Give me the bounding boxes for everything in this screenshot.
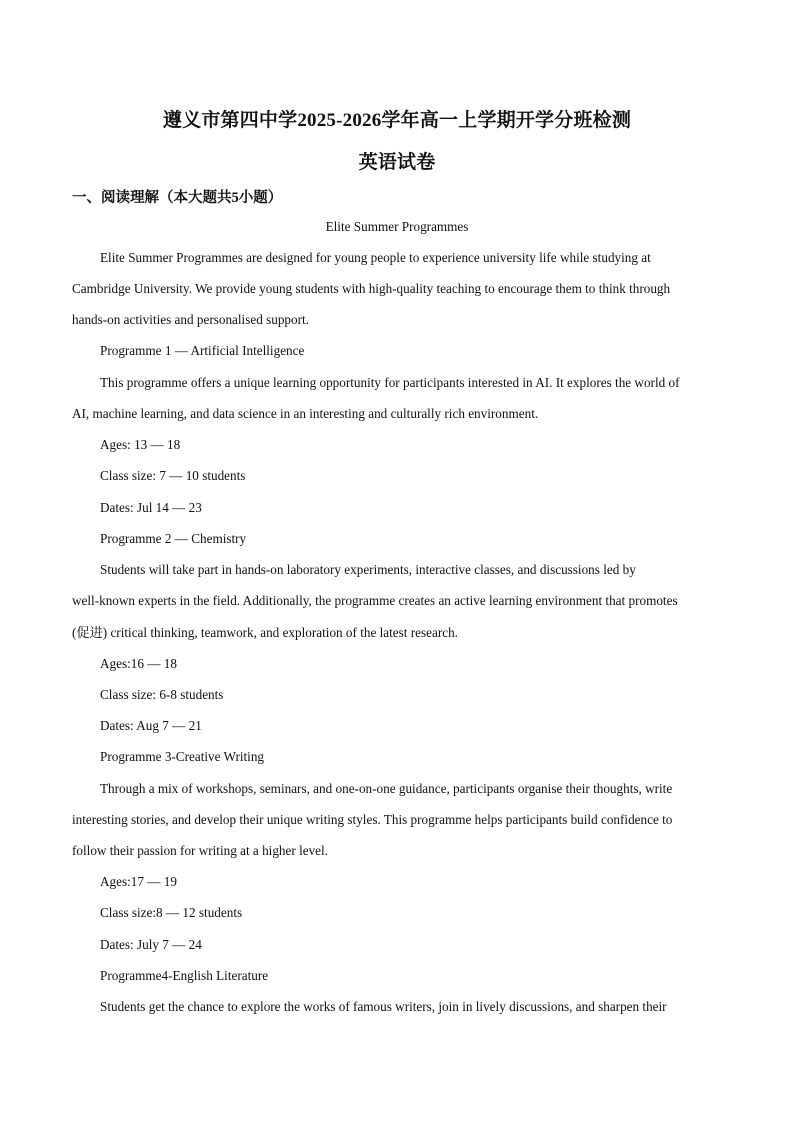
programme-2-desc-2: well-known experts in the field. Additionally, the programme creates an active learning environment that promotes — [72, 593, 678, 608]
programme-2-heading: Programme 2 — Chemistry — [100, 531, 247, 546]
programme-4-desc-1: Students get the chance to explore the works of famous writers, join in lively discussions, and sharpen their — [100, 999, 667, 1014]
programme-1-ages: Ages: 13 — 18 — [100, 437, 181, 452]
programme-1-desc-2: AI, machine learning, and data science in an interesting and culturally rich environment. — [72, 406, 539, 421]
exam-subtitle: 英语试卷 — [358, 152, 436, 173]
programme-2-dates: Dates: Aug 7 — 21 — [100, 718, 202, 733]
programme-3-desc-1: Through a mix of workshops, seminars, and one-on-one guidance, participants organise their thoughts, write — [100, 781, 673, 796]
programme-1-class-size: Class size: 7 — 10 students — [100, 468, 246, 483]
intro-line-3: hands-on activities and personalised support. — [72, 312, 309, 327]
intro-line-2: Cambridge University. We provide young students with high-quality teaching to encourage them to think through — [72, 281, 671, 296]
programme-2-class-size: Class size: 6-8 students — [100, 687, 224, 702]
exam-title: 遵义市第四中学2025-2026学年高一上学期开学分班检测 — [162, 110, 632, 131]
programme-3-heading: Programme 3-Creative Writing — [100, 749, 265, 764]
programme-1-heading: Programme 1 — Artificial Intelligence — [100, 343, 305, 358]
programme-3-dates: Dates: July 7 — 24 — [100, 937, 202, 952]
intro-line-1: Elite Summer Programmes are designed for young people to experience university life while studying at — [100, 250, 651, 265]
programme-3-class-size: Class size:8 — 12 students — [100, 905, 243, 920]
programme-2-ages: Ages:16 — 18 — [100, 656, 177, 671]
programme-4-heading: Programme4-English Literature — [100, 968, 269, 983]
programme-2-desc-3: (促进) critical thinking, teamwork, and exploration of the latest research. — [72, 625, 458, 640]
programme-2-desc-1: Students will take part in hands-on laboratory experiments, interactive classes, and discussions led by — [100, 562, 636, 577]
programme-3-ages: Ages:17 — 19 — [100, 874, 177, 889]
passage-title: Elite Summer Programmes — [325, 219, 469, 234]
programme-3-desc-3: follow their passion for writing at a higher level. — [72, 843, 328, 858]
programme-3-desc-2: interesting stories, and develop their unique writing styles. This programme helps participants build confidence to — [72, 812, 673, 827]
programme-1-desc-1: This programme offers a unique learning opportunity for participants interested in AI. It explores the world of — [100, 375, 680, 390]
programme-1-dates: Dates: Jul 14 — 23 — [100, 500, 202, 515]
section-heading: 一、阅读理解（本大题共5小题） — [72, 190, 283, 206]
